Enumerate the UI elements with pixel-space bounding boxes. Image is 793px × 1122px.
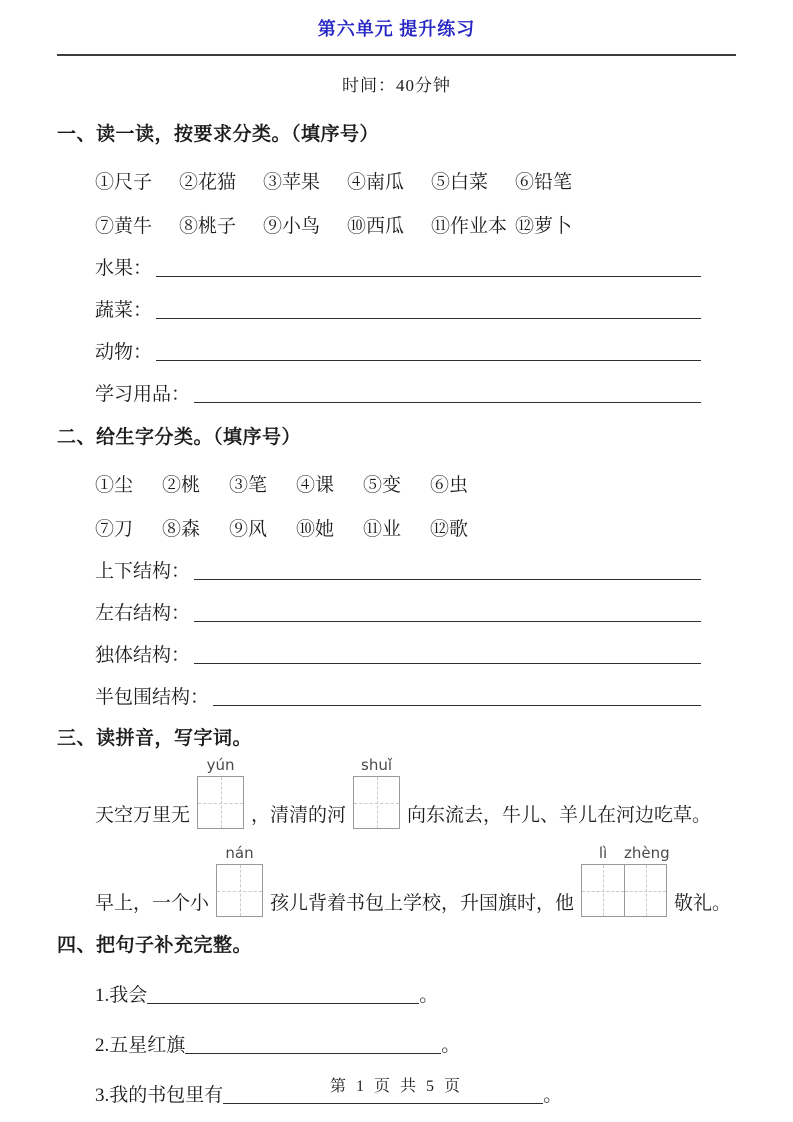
sentence-period: 。 xyxy=(441,1035,461,1056)
blank-label: 上下结构： xyxy=(95,561,191,582)
answer-row-single xyxy=(95,639,701,667)
answer-row-fruits xyxy=(95,252,701,280)
blank-label: 半包围结构： xyxy=(95,687,210,708)
tianzige-cell xyxy=(217,865,262,916)
blank-label: 左右结构： xyxy=(95,603,191,624)
writing-box-group-shui xyxy=(353,756,400,829)
answer-row-vegetables xyxy=(95,294,701,322)
pinyin-label: lì zhèng xyxy=(598,844,670,862)
blank-label: 蔬菜： xyxy=(95,300,153,321)
header-divider xyxy=(57,54,736,56)
complete-sentence-1 xyxy=(95,977,736,1007)
word-item: ⑪作业本 xyxy=(431,216,508,237)
sentence-stem: 3.我的书包里有 xyxy=(95,1085,224,1106)
section2-char-row1 xyxy=(95,470,736,497)
tianzige-cell xyxy=(582,865,624,916)
word-item: ⑧桃子 xyxy=(179,216,237,237)
writing-box-group-nan xyxy=(216,844,263,917)
word-item: ⑦黄牛 xyxy=(95,216,153,237)
answer-blank-line xyxy=(194,663,701,664)
answer-blank-line xyxy=(156,318,701,319)
answer-row-half-enclosed xyxy=(95,681,701,709)
pinyin-label: shuǐ xyxy=(361,756,393,774)
section1-word-row2 xyxy=(95,211,736,238)
word-item: ⑤白菜 xyxy=(431,172,489,193)
answer-blank-line xyxy=(213,705,701,706)
word-item: ⑥铅笔 xyxy=(515,172,573,193)
sentence-stem: 2.五星红旗 xyxy=(95,1035,186,1056)
answer-row-left-right xyxy=(95,597,701,625)
sentence-text: 早上，一个小 xyxy=(95,893,210,914)
answer-blank-line xyxy=(194,621,701,622)
answer-blank-line xyxy=(194,579,701,580)
pinyin-label: yún xyxy=(206,756,235,774)
sentence-text: 敬礼。 xyxy=(674,893,732,914)
tianzige-cell xyxy=(198,777,243,828)
page-title: 第六单元 提升练习 xyxy=(317,19,476,39)
answer-row-top-bottom xyxy=(95,555,701,583)
char-item: ⑧森 xyxy=(162,519,201,540)
answer-blank-line xyxy=(194,402,701,403)
sentence-stem: 1.我会 xyxy=(95,985,148,1006)
char-item: ⑥虫 xyxy=(430,475,469,496)
pinyin-sentence-1 xyxy=(95,756,736,829)
character-writing-box xyxy=(197,776,244,829)
blank-label: 水果： xyxy=(95,258,153,279)
answer-blank-line xyxy=(185,1053,441,1054)
section2-char-row2 xyxy=(95,514,736,541)
writing-box-group-yun xyxy=(197,756,244,829)
section4-heading: 四、把句子补充完整。 xyxy=(57,935,253,956)
character-writing-box xyxy=(353,776,400,829)
answer-blank-line xyxy=(223,1103,543,1104)
section3-heading: 三、读拼音，写字词。 xyxy=(57,728,253,749)
word-item: ⑫萝卜 xyxy=(515,216,573,237)
char-item: ⑩她 xyxy=(296,519,335,540)
word-item: ④南瓜 xyxy=(347,172,405,193)
character-writing-box-double xyxy=(581,864,667,917)
section1-heading: 一、读一读，按要求分类。（填序号） xyxy=(57,124,380,145)
time-limit-text: 时间：40分钟 xyxy=(342,76,451,95)
page-number-footer: 第 1 页 共 5 页 xyxy=(329,1078,463,1095)
tianzige-cell xyxy=(354,777,399,828)
sentence-period: 。 xyxy=(419,985,439,1006)
answer-blank-line xyxy=(156,360,701,361)
sentence-text: 向东流去，牛儿、羊儿在河边吃草。 xyxy=(407,805,712,826)
word-item: ②花猫 xyxy=(179,172,237,193)
answer-row-school-supplies xyxy=(95,378,701,406)
char-item: ①尘 xyxy=(95,475,134,496)
writing-box-group-lizheng xyxy=(581,844,670,917)
char-item: ④课 xyxy=(296,475,335,496)
word-item: ①尺子 xyxy=(95,172,153,193)
char-item: ⑦刀 xyxy=(95,519,134,540)
pinyin-label: nán xyxy=(225,844,254,862)
answer-blank-line xyxy=(156,276,701,277)
char-item: ⑨风 xyxy=(229,519,268,540)
char-item: ⑤变 xyxy=(363,475,402,496)
section2-heading: 二、给生字分类。（填序号） xyxy=(57,427,302,448)
sentence-text: 孩儿背着书包上学校，升国旗时，他 xyxy=(270,893,575,914)
char-item: ⑪业 xyxy=(363,519,402,540)
character-writing-box xyxy=(216,864,263,917)
sentence-text: ，清清的河 xyxy=(251,805,347,826)
complete-sentence-2 xyxy=(95,1027,736,1057)
char-item: ②桃 xyxy=(162,475,201,496)
blank-label: 动物： xyxy=(95,342,153,363)
blank-label: 学习用品： xyxy=(95,384,191,405)
pinyin-sentence-2 xyxy=(95,844,736,917)
blank-label: 独体结构： xyxy=(95,645,191,666)
sentence-period: 。 xyxy=(543,1085,563,1106)
answer-row-animals xyxy=(95,336,701,364)
char-item: ③笔 xyxy=(229,475,268,496)
word-item: ⑨小鸟 xyxy=(263,216,321,237)
word-item: ③苹果 xyxy=(263,172,321,193)
char-item: ⑫歌 xyxy=(430,519,469,540)
sentence-text: 天空万里无 xyxy=(95,805,191,826)
section1-word-row1 xyxy=(95,167,736,194)
tianzige-cell xyxy=(624,865,666,916)
word-item: ⑩西瓜 xyxy=(347,216,405,237)
answer-blank-line xyxy=(147,1003,419,1004)
